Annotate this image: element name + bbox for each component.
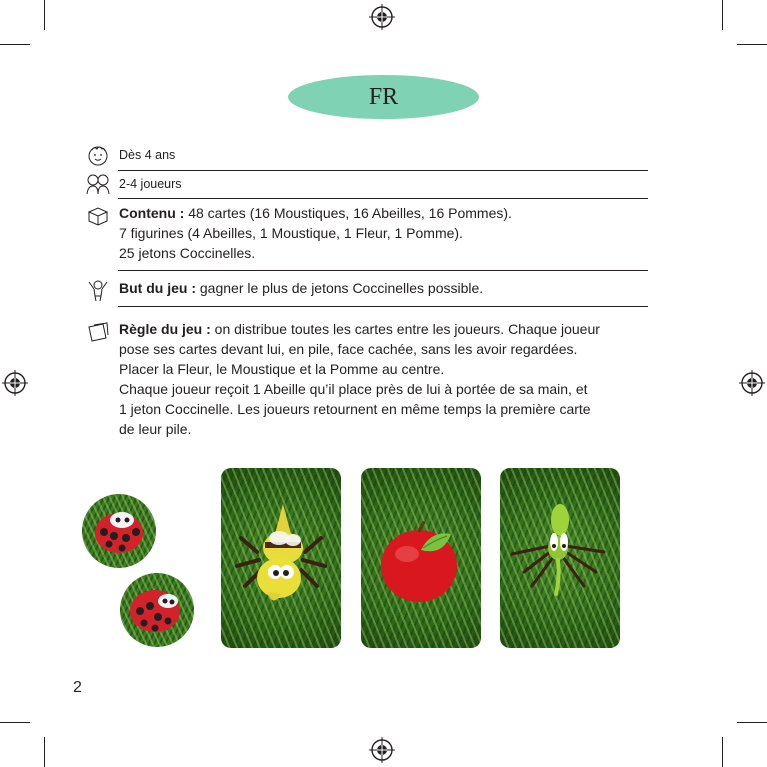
rules-line: de leur pile. — [119, 421, 192, 437]
crop-mark — [0, 722, 30, 723]
ladybug-token — [82, 494, 156, 568]
crop-mark — [44, 0, 45, 30]
registration-mark-icon — [739, 370, 765, 396]
crop-mark — [722, 0, 723, 30]
crop-mark — [44, 737, 45, 767]
divider — [118, 170, 648, 171]
child-face-icon — [86, 143, 110, 167]
contents-line: 25 jetons Coccinelles. — [119, 245, 256, 261]
two-children-icon — [86, 172, 110, 196]
trophy-child-icon — [86, 278, 110, 302]
rules-line: pose ses cartes devant lui, en pile, face cachée, sans les avoir regardées. — [119, 341, 578, 357]
goal-label: But du jeu : — [119, 280, 196, 296]
apple-card — [361, 468, 481, 648]
goal-line — [119, 278, 483, 298]
crop-mark — [0, 44, 30, 45]
contents-line — [119, 203, 512, 223]
crop-mark — [737, 722, 767, 723]
rules-text: on distribue toutes les cartes entre les joueurs. Chaque joueur — [210, 321, 600, 337]
cards-icon — [86, 320, 110, 344]
rules-line — [119, 319, 600, 339]
mosquito-card — [500, 468, 620, 648]
divider — [118, 270, 648, 271]
box-icon — [86, 204, 110, 228]
divider — [118, 306, 648, 307]
contents-line: 7 figurines (4 Abeilles, 1 Moustique, 1 Fleur, 1 Pomme). — [119, 225, 463, 241]
divider — [118, 198, 648, 199]
language-badge: FR — [288, 75, 479, 119]
bee-card — [221, 468, 341, 648]
rules-label: Règle du jeu : — [119, 321, 211, 337]
contents-text: 48 cartes (16 Moustiques, 16 Abeilles, 16 Pommes). — [184, 205, 512, 221]
page-number: 2 — [73, 679, 82, 696]
registration-mark-icon — [2, 370, 28, 396]
registration-mark-icon — [369, 737, 395, 763]
age-text: Dès 4 ans — [119, 148, 176, 162]
crop-mark — [737, 44, 767, 45]
rules-line: Placer la Fleur, le Moustique et la Pomme au centre. — [119, 361, 445, 377]
contents-label: Contenu : — [119, 205, 185, 221]
ladybug-token — [120, 573, 194, 647]
crop-mark — [722, 737, 723, 767]
registration-mark-icon — [369, 4, 395, 30]
rules-line: 1 jeton Coccinelle. Les joueurs retournent en même temps la première carte — [119, 401, 591, 417]
goal-text: gagner le plus de jetons Coccinelles possible. — [196, 280, 484, 296]
rules-line: Chaque joueur reçoit 1 Abeille qu’il place près de lui à portée de sa main, et — [119, 381, 588, 397]
players-text: 2-4 joueurs — [119, 177, 182, 191]
